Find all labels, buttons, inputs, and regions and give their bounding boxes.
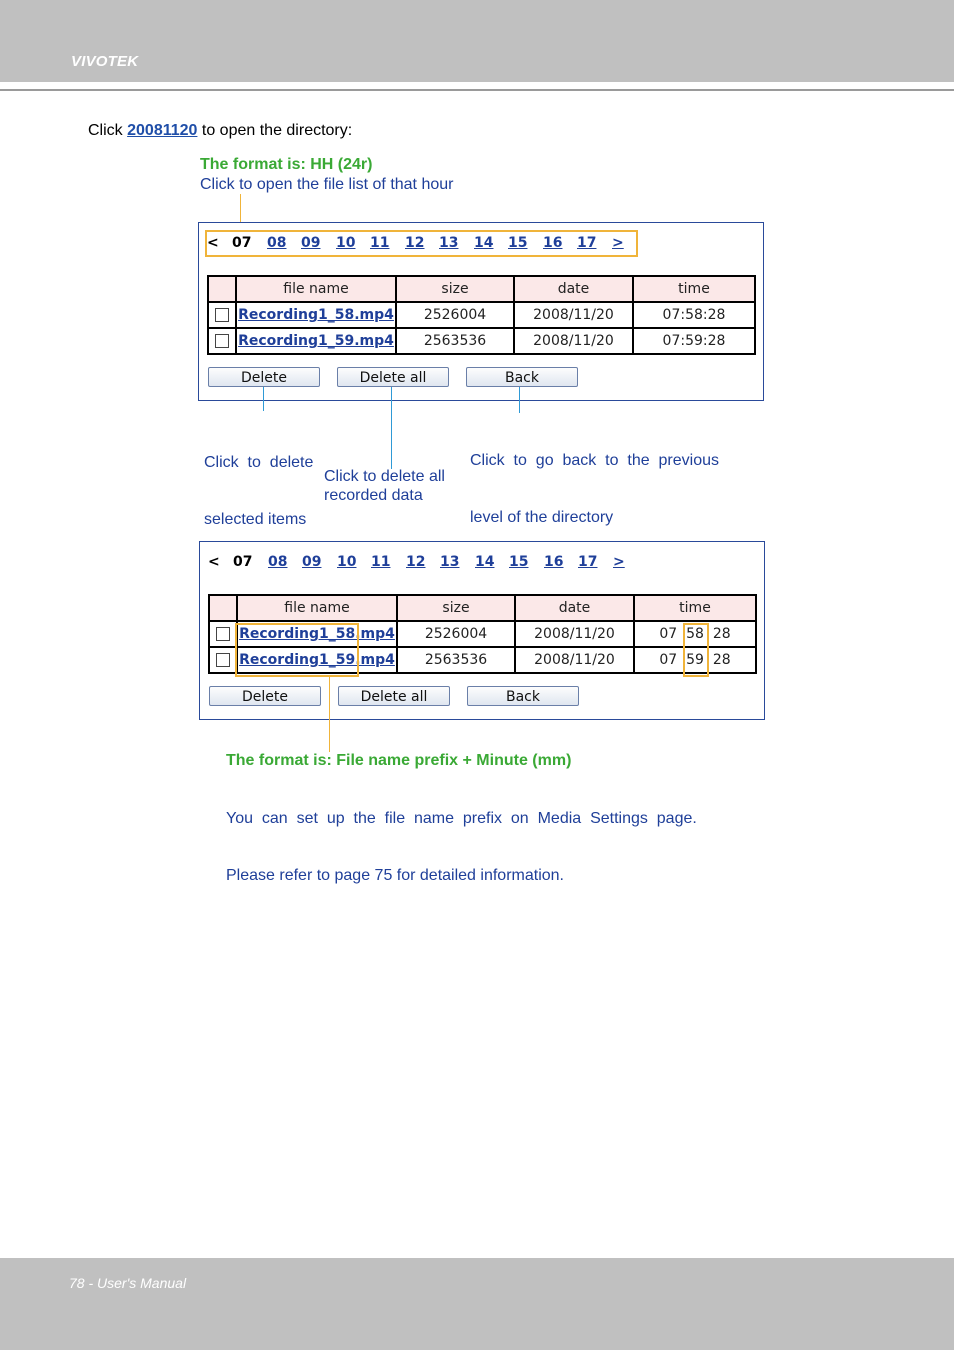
row-checkbox-cell <box>209 621 237 647</box>
table-header-row <box>209 595 756 621</box>
hour-link-08[interactable]: 08 <box>268 554 288 570</box>
filename-format-title: The format is: File name prefix + Minute (mm) <box>226 752 572 769</box>
file-link[interactable]: Recording1_59.mp4 <box>238 333 394 349</box>
hour-link-15[interactable]: 15 <box>509 554 529 570</box>
file-prefix-highlight <box>235 623 359 677</box>
file-name-cell <box>236 302 396 328</box>
footer-band <box>0 1258 954 1350</box>
back-callout <box>470 413 719 546</box>
back-button[interactable]: Back <box>467 686 579 706</box>
time-second: 28 <box>712 626 731 642</box>
time-cell: 07:58:28 <box>633 302 755 328</box>
time-minute: 58 <box>686 626 704 642</box>
date-cell: 2008/11/20 <box>514 328 633 354</box>
back-button[interactable]: Back <box>466 367 578 387</box>
header-size: size <box>396 276 514 302</box>
back-callout-line2: level of the directory <box>470 509 614 526</box>
time-hour: 07 <box>659 626 678 642</box>
intro-sentence <box>88 122 352 140</box>
hour-format-desc: Click to open the file list of that hour <box>200 176 454 193</box>
hour-link-14[interactable]: 14 <box>474 235 494 251</box>
header-checkbox-cell <box>209 595 237 621</box>
brand-logo-text: VIVOTEK <box>71 53 139 70</box>
row-checkbox[interactable] <box>216 627 230 641</box>
file-table <box>207 275 756 355</box>
time-cell: 07:59:28 <box>633 328 755 354</box>
header-size: size <box>397 595 515 621</box>
delete-leader-line <box>263 387 264 411</box>
file-link[interactable]: Recording1_58.mp4 <box>239 626 395 642</box>
hour-link-16[interactable]: 16 <box>544 554 564 570</box>
delete-all-button[interactable]: Delete all <box>337 367 449 387</box>
hour-link-14[interactable]: 14 <box>475 554 495 570</box>
back-leader-line <box>519 387 520 413</box>
delete-all-leader-line <box>391 387 392 469</box>
current-hour: 07 <box>232 235 252 251</box>
hour-link-17[interactable]: 17 <box>577 235 597 251</box>
hour-link-12[interactable]: 12 <box>406 554 426 570</box>
file-list-panel-1 <box>198 222 764 401</box>
footer-page-label: 78 - User's Manual <box>69 1275 187 1291</box>
header-date: date <box>515 595 634 621</box>
minute-highlight <box>683 623 709 677</box>
size-cell: 2526004 <box>397 621 515 647</box>
hour-link-10[interactable]: 10 <box>336 235 356 251</box>
row-checkbox[interactable] <box>215 334 229 348</box>
delete-callout <box>204 415 313 548</box>
delete-callout-line1: Click to delete <box>204 454 314 471</box>
hour-nav-highlight <box>205 230 638 257</box>
row-checkbox-cell <box>208 328 236 354</box>
delete-all-callout-line2: recorded data <box>324 487 423 504</box>
row-checkbox-cell <box>208 302 236 328</box>
table-row <box>208 328 755 354</box>
delete-all-callout-line1: Click to delete all <box>324 468 445 485</box>
hour-link-09[interactable]: 09 <box>302 554 322 570</box>
delete-callout-line2: selected items <box>204 511 307 528</box>
delete-button[interactable]: Delete <box>209 686 321 706</box>
hour-format-title: The format is: HH (24r) <box>200 156 373 173</box>
filename-format-desc-line1: You can set up the file name prefix on Media Settings page. <box>226 810 697 827</box>
delete-all-callout <box>324 467 445 505</box>
date-cell: 2008/11/20 <box>515 647 634 673</box>
file-name-cell <box>236 328 396 354</box>
delete-button[interactable]: Delete <box>208 367 320 387</box>
filename-leader-line <box>329 676 330 752</box>
current-hour: 07 <box>233 554 253 570</box>
hour-link-10[interactable]: 10 <box>337 554 357 570</box>
file-link[interactable]: Recording1_59.mp4 <box>239 652 395 668</box>
prev-arrow[interactable]: < <box>207 235 219 251</box>
header-time: time <box>634 595 756 621</box>
hour-link-13[interactable]: 13 <box>440 554 460 570</box>
time-minute: 59 <box>686 652 704 668</box>
next-arrow[interactable]: > <box>612 235 624 251</box>
hour-link-11[interactable]: 11 <box>370 235 390 251</box>
header-file-name: file name <box>237 595 397 621</box>
table-header-row <box>208 276 755 302</box>
header-checkbox-cell <box>208 276 236 302</box>
intro-suffix: to open the directory: <box>201 122 353 139</box>
header-file-name: file name <box>236 276 396 302</box>
row-checkbox[interactable] <box>215 308 229 322</box>
size-cell: 2526004 <box>396 302 514 328</box>
row-checkbox[interactable] <box>216 653 230 667</box>
directory-link-20081120[interactable]: 20081120 <box>127 122 198 139</box>
hour-link-15[interactable]: 15 <box>508 235 528 251</box>
date-cell: 2008/11/20 <box>515 621 634 647</box>
hour-link-09[interactable]: 09 <box>301 235 321 251</box>
time-second: 28 <box>712 652 731 668</box>
filename-format-desc-line2: Please refer to page 75 for detailed information. <box>226 867 564 884</box>
hour-link-16[interactable]: 16 <box>543 235 563 251</box>
hour-link-08[interactable]: 08 <box>267 235 287 251</box>
size-cell: 2563536 <box>396 328 514 354</box>
file-link[interactable]: Recording1_58.mp4 <box>238 307 394 323</box>
back-callout-line1: Click to go back to the previous <box>470 452 720 469</box>
filename-format-desc <box>226 771 697 904</box>
hour-link-13[interactable]: 13 <box>439 235 459 251</box>
header-date: date <box>514 276 633 302</box>
next-arrow[interactable]: > <box>613 554 625 570</box>
intro-prefix: Click <box>88 122 123 139</box>
header-divider <box>0 89 954 91</box>
hour-link-12[interactable]: 12 <box>405 235 425 251</box>
file-list-panel-2 <box>199 541 765 720</box>
hour-link-11[interactable]: 11 <box>371 554 391 570</box>
prev-arrow[interactable]: < <box>208 554 220 570</box>
size-cell: 2563536 <box>397 647 515 673</box>
row-checkbox-cell <box>209 647 237 673</box>
delete-all-button[interactable]: Delete all <box>338 686 450 706</box>
hour-navigation <box>208 554 628 574</box>
hour-link-17[interactable]: 17 <box>578 554 598 570</box>
header-band <box>0 0 954 82</box>
table-row <box>208 302 755 328</box>
time-hour: 07 <box>659 652 678 668</box>
date-cell: 2008/11/20 <box>514 302 633 328</box>
header-time: time <box>633 276 755 302</box>
